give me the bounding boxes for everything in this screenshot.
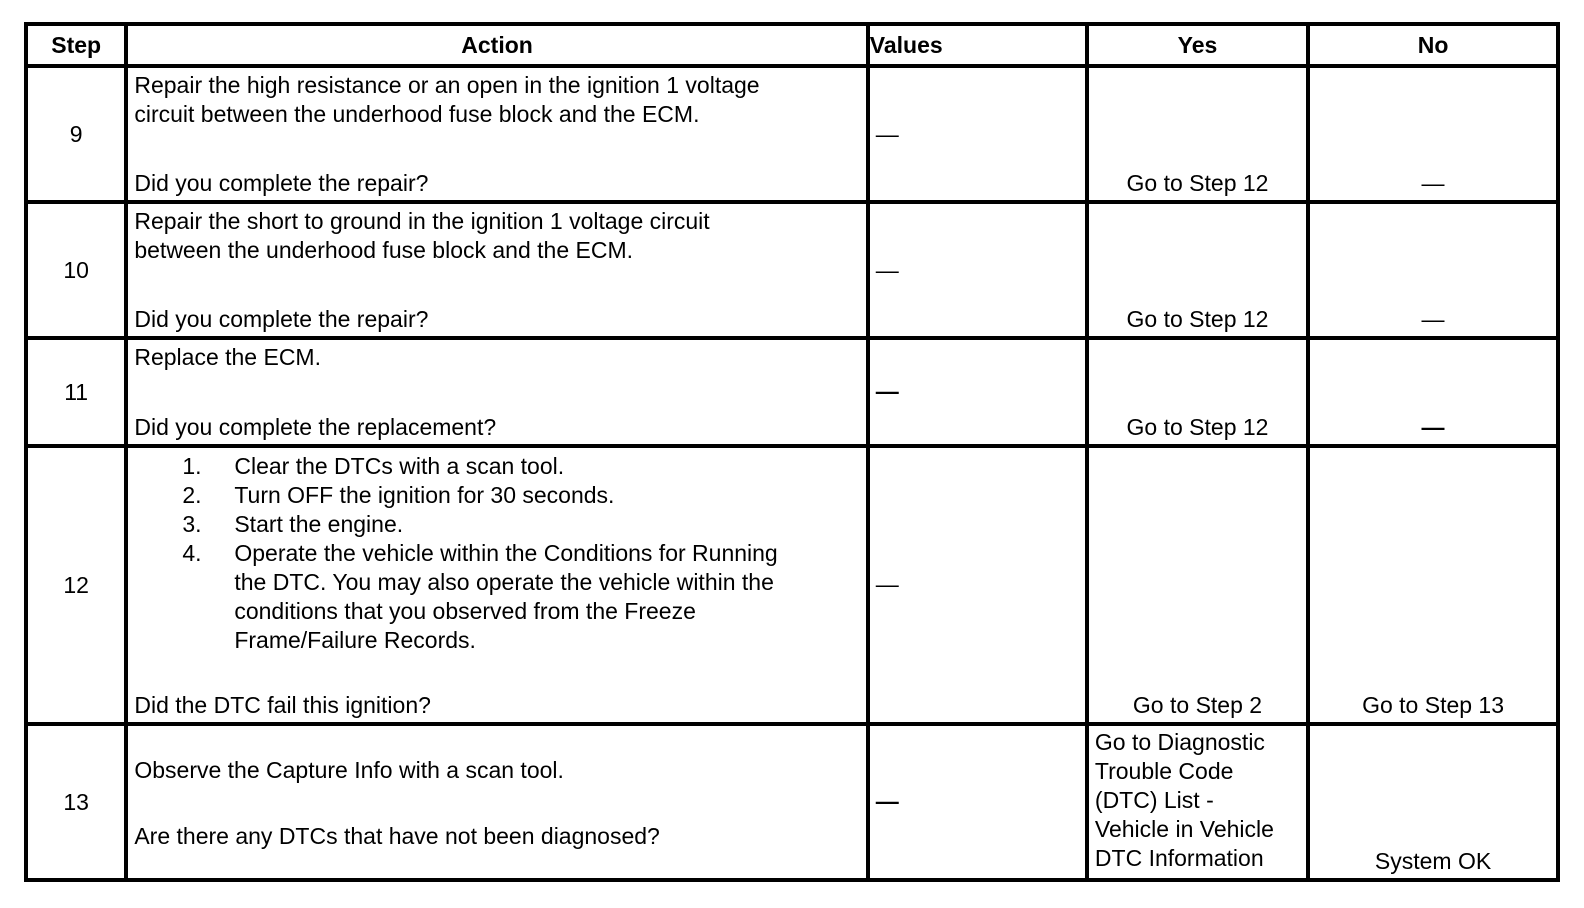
action-cell [126, 446, 867, 724]
yes-cell [1087, 202, 1308, 338]
no-cell [1308, 338, 1558, 446]
step-number: 11 [26, 338, 126, 446]
action-question: Did you complete the repair? [134, 170, 429, 196]
step-number: 10 [26, 202, 126, 338]
list-line: Frame/Failure Records. [234, 627, 476, 653]
yes-text [1095, 728, 1302, 873]
list-item [134, 539, 859, 655]
list-line: Turn OFF the ignition for 30 seconds. [234, 482, 615, 508]
values-dash: — [875, 571, 899, 597]
yes-cell [1087, 724, 1308, 880]
values-dash: — [875, 121, 899, 147]
list-item [134, 452, 859, 481]
table-row [26, 66, 1558, 202]
no-text: Go to Step 13 [1362, 692, 1505, 718]
table-row [26, 724, 1558, 880]
yes-line: Go to Diagnostic [1094, 729, 1265, 755]
header-action: Action [126, 24, 867, 66]
values-dash: — [875, 257, 899, 283]
action-text [134, 756, 859, 785]
header-no: No [1308, 24, 1558, 66]
action-line: Replace the ECM. [134, 344, 321, 370]
action-question: Did you complete the replacement? [134, 414, 497, 440]
action-line: Repair the short to ground in the ignition 1 voltage circuit [134, 208, 710, 234]
list-number: 1. [182, 453, 202, 479]
step-number: 12 [26, 446, 126, 724]
table-row [26, 338, 1558, 446]
no-text: — [1421, 170, 1445, 196]
values-cell [868, 724, 1087, 880]
action-steps [134, 452, 859, 655]
values-cell [868, 66, 1087, 202]
yes-line: Trouble Code [1094, 758, 1234, 784]
list-line: Operate the vehicle within the Conditions for Running [234, 540, 778, 566]
no-cell [1308, 202, 1558, 338]
list-line: Start the engine. [234, 511, 404, 537]
header-values: Values [868, 24, 1087, 66]
values-cell [868, 338, 1087, 446]
action-text [134, 343, 859, 372]
action-line: circuit between the underhood fuse block and the ECM. [134, 101, 700, 127]
yes-line: DTC Information [1094, 845, 1264, 871]
no-text: System OK [1374, 848, 1492, 874]
list-line: Clear the DTCs with a scan tool. [234, 453, 565, 479]
values-cell [868, 446, 1087, 724]
values-dash: — [875, 378, 899, 404]
procedure-list [134, 452, 859, 655]
action-cell [126, 724, 867, 880]
list-item [134, 481, 859, 510]
diagnostic-table [24, 22, 1560, 882]
yes-text: Go to Step 2 [1132, 692, 1263, 718]
action-line: Observe the Capture Info with a scan tool. [134, 757, 564, 783]
table-row [26, 202, 1558, 338]
list-item [134, 510, 859, 539]
list-number: 4. [182, 540, 202, 566]
values-cell [868, 202, 1087, 338]
list-line: conditions that you observed from the Freeze [234, 598, 696, 624]
action-cell [126, 202, 867, 338]
header-step: Step [26, 24, 126, 66]
yes-cell [1087, 66, 1308, 202]
no-cell [1308, 66, 1558, 202]
yes-text: Go to Step 12 [1126, 414, 1269, 440]
action-text [134, 71, 859, 129]
header-row [26, 24, 1558, 66]
yes-line: Vehicle in Vehicle [1094, 816, 1274, 842]
yes-text: Go to Step 12 [1126, 306, 1269, 332]
no-cell [1308, 724, 1558, 880]
list-number: 3. [182, 511, 202, 537]
no-text: — [1421, 414, 1445, 440]
action-cell [126, 66, 867, 202]
action-question: Are there any DTCs that have not been diagnosed? [134, 823, 660, 849]
yes-cell [1087, 338, 1308, 446]
step-number: 9 [26, 66, 126, 202]
action-text [134, 207, 859, 265]
action-question: Did the DTC fail this ignition? [134, 692, 431, 718]
action-cell [126, 338, 867, 446]
no-cell [1308, 446, 1558, 724]
list-line: the DTC. You may also operate the vehicle within the [234, 569, 774, 595]
action-line: between the underhood fuse block and the ECM. [134, 237, 634, 263]
header-yes: Yes [1087, 24, 1308, 66]
values-dash: — [875, 788, 899, 814]
step-number: 13 [26, 724, 126, 880]
yes-line: (DTC) List - [1094, 787, 1214, 813]
action-question: Did you complete the repair? [134, 306, 429, 332]
table-row [26, 446, 1558, 724]
yes-text: Go to Step 12 [1126, 170, 1269, 196]
action-line: Repair the high resistance or an open in the ignition 1 voltage [134, 72, 760, 98]
yes-cell [1087, 446, 1308, 724]
no-text: — [1421, 306, 1445, 332]
list-number: 2. [182, 482, 202, 508]
